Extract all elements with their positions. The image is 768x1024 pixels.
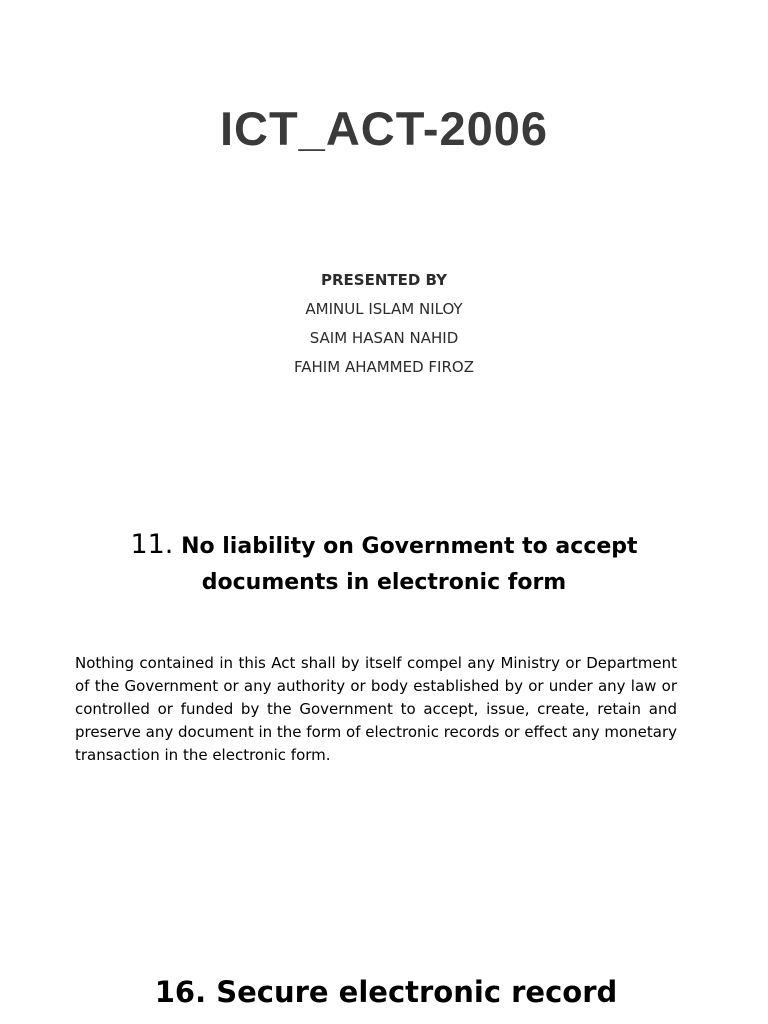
presenters-block bbox=[0, 266, 768, 382]
presented-by-heading: PRESENTED BY bbox=[320, 271, 448, 289]
section-11-body: Nothing contained in this Act shall by itself compel any Ministry or Department of the Government or any authority or body established by or under any law or controlled or funded by the Government to accept, issue, create, retain and preserve any document in the form of electronic records or effect any monetary transaction in the electronic form. bbox=[75, 654, 677, 764]
section-11-heading bbox=[120, 527, 648, 601]
section-16-heading: 16. Secure electronic record bbox=[154, 975, 618, 1009]
presenter-name: FAHIM AHAMMED FIROZ bbox=[294, 358, 474, 376]
section-11-number: 11. bbox=[130, 529, 174, 560]
section-11-title: No liability on Government to accept documents in electronic form bbox=[181, 534, 638, 595]
presenter-name: SAIM HASAN NAHID bbox=[309, 329, 459, 347]
presenter-name: AMINUL ISLAM NILOY bbox=[305, 300, 463, 318]
document-title: ICT_ACT-2006 bbox=[219, 102, 549, 155]
